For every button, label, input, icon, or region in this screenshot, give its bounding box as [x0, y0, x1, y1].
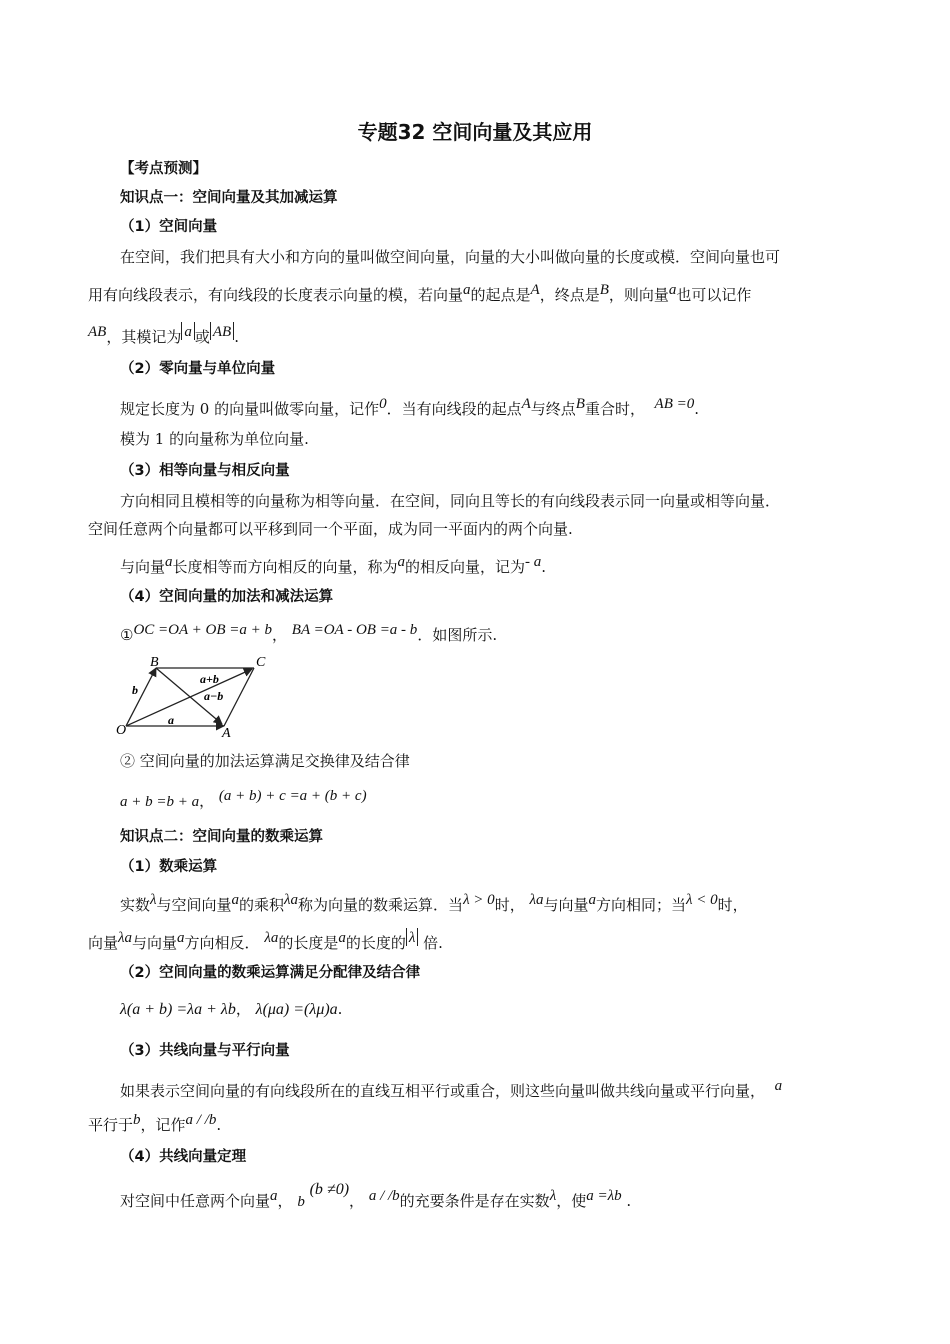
kp1-s4-paragraph-2: ② 空间向量的加法运算满足交换律及结合律	[120, 752, 410, 770]
kp1-s3-paragraph-1: 方向相同且模相等的向量称为相等向量．在空间，同向且等长的有向线段表示同一向量或相等向量．	[120, 492, 781, 510]
abs-AB: AB	[210, 322, 234, 340]
kp1-s3-paragraph-2: 空间任意两个向量都可以平移到同一个平面，成为同一平面内的两个向量.	[88, 520, 573, 538]
label-diff: a−b	[204, 689, 224, 703]
kp1-heading: 知识点一：空间向量及其加减运算	[120, 190, 338, 206]
kp1-s2-paragraph-1: 规定长度为 0 的向量叫做零向量，记作0．当有向线段的起点A与终点B重合时， AB =0.	[120, 396, 700, 418]
edge-OB	[126, 668, 156, 726]
kp2-heading: 知识点二：空间向量的数乘运算	[120, 829, 323, 845]
label-sum: a+b	[200, 672, 219, 686]
math-b-ne-0: (b ≠0)	[309, 1181, 350, 1198]
page-title: 专题32 空间向量及其应用	[357, 120, 593, 144]
formula-BA: BA =OA - OB =a - b	[291, 622, 418, 638]
kp1-s1-paragraph-2: 用有向线段表示，有向线段的长度表示向量的模，若向量a的起点是A，终点是B，则向量a也可以记作	[88, 282, 752, 304]
kp1-s2-paragraph-2: 模为 1 的向量称为单位向量.	[120, 430, 309, 448]
label-A: A	[222, 726, 231, 738]
formula-associative-scalar: λ(μa) =(λμ)a	[255, 1001, 338, 1018]
math-AB-eq-0: AB =0	[654, 396, 695, 412]
formula-commutative: a + b =b + a	[120, 794, 200, 810]
abs-lambda: λ	[406, 928, 419, 946]
kp1-s2-heading: （2）零向量与单位向量	[120, 361, 276, 377]
math-a: a	[668, 282, 677, 298]
kp2-s4-heading: （4）共线向量定理	[120, 1149, 247, 1165]
math-AB: AB	[88, 324, 107, 340]
kp2-s3-paragraph-1: 如果表示空间向量的有向线段所在的直线互相平行或重合，则这些向量叫做共线向量或平行向量， a	[120, 1078, 783, 1100]
kp1-s1-paragraph-1: 在空间，我们把具有大小和方向的量叫做空间向量，向量的大小叫做向量的长度或模．空间向量也可	[120, 248, 781, 266]
kp1-s3-paragraph-3: 与向量a长度相等而方向相反的向量，称为a的相反向量，记为- a.	[120, 554, 547, 576]
kp2-s3-paragraph-2: 平行于b，记作a / /b.	[88, 1112, 222, 1134]
math-A: A	[530, 282, 540, 298]
label-O: O	[116, 723, 127, 738]
kp1-s4-heading: （4）空间向量的加法和减法运算	[120, 589, 334, 605]
kp2-s1-paragraph-1: 实数λ与空间向量a的乘积λa称为向量的数乘运算．当λ > 0时， λa与向量a方向相同；当λ < 0时，	[120, 892, 748, 914]
label-B: B	[150, 655, 159, 670]
math-neg-a: - a	[525, 554, 542, 570]
kp1-s1-heading: （1）空间向量	[120, 219, 218, 235]
edge-AC	[224, 668, 254, 726]
formula-distributive: λ(a + b) =λa + λb	[120, 1001, 236, 1018]
diagonal-OC	[126, 669, 252, 726]
kp2-s1-heading: （1）数乘运算	[120, 859, 218, 875]
math-B: B	[599, 282, 609, 298]
kp2-s4-paragraph-1: 对空间中任意两个向量a， b (b ≠0)， a / /b的充要条件是存在实数λ，使a =λb .	[120, 1181, 632, 1210]
math-a-eq-lambda-b: a =λb	[586, 1188, 622, 1204]
kp2-s1-paragraph-2: 向量λa与向量a方向相反． λa的长度是a的长度的 λ 倍.	[88, 930, 443, 952]
kp2-s2-heading: （2）空间向量的数乘运算满足分配律及结合律	[120, 965, 421, 981]
parallelogram-figure	[112, 654, 282, 738]
kp1-s4-paragraph-1: ①OC =OA + OB =a + b， BA =OA - OB =a - b．如图所示.	[120, 622, 498, 644]
kp1-s1-paragraph-3: AB，其模记为 a 或 AB .	[88, 324, 239, 346]
label-C: C	[256, 655, 266, 670]
section-label: 【考点预测】	[120, 161, 207, 177]
kp1-s4-paragraph-3: a + b =b + a， (a + b) + c =a + (b + c)	[120, 788, 367, 810]
label-vec-b: b	[132, 683, 138, 697]
kp2-s3-heading: （3）共线向量与平行向量	[120, 1043, 290, 1059]
math-a: a	[463, 282, 471, 298]
kp1-s3-heading: （3）相等向量与相反向量	[120, 463, 290, 479]
formula-associative: (a + b) + c =a + (b + c)	[218, 788, 367, 804]
math-a-parallel-b: a / /b	[185, 1112, 217, 1128]
abs-a: a	[181, 322, 195, 340]
formula-OC: OC =OA + OB =a + b	[133, 622, 272, 638]
label-vec-a: a	[168, 713, 174, 727]
kp2-s2-formulas: λ(a + b) =λa + λb， λ(μa) =(λμ)a.	[120, 1000, 343, 1018]
